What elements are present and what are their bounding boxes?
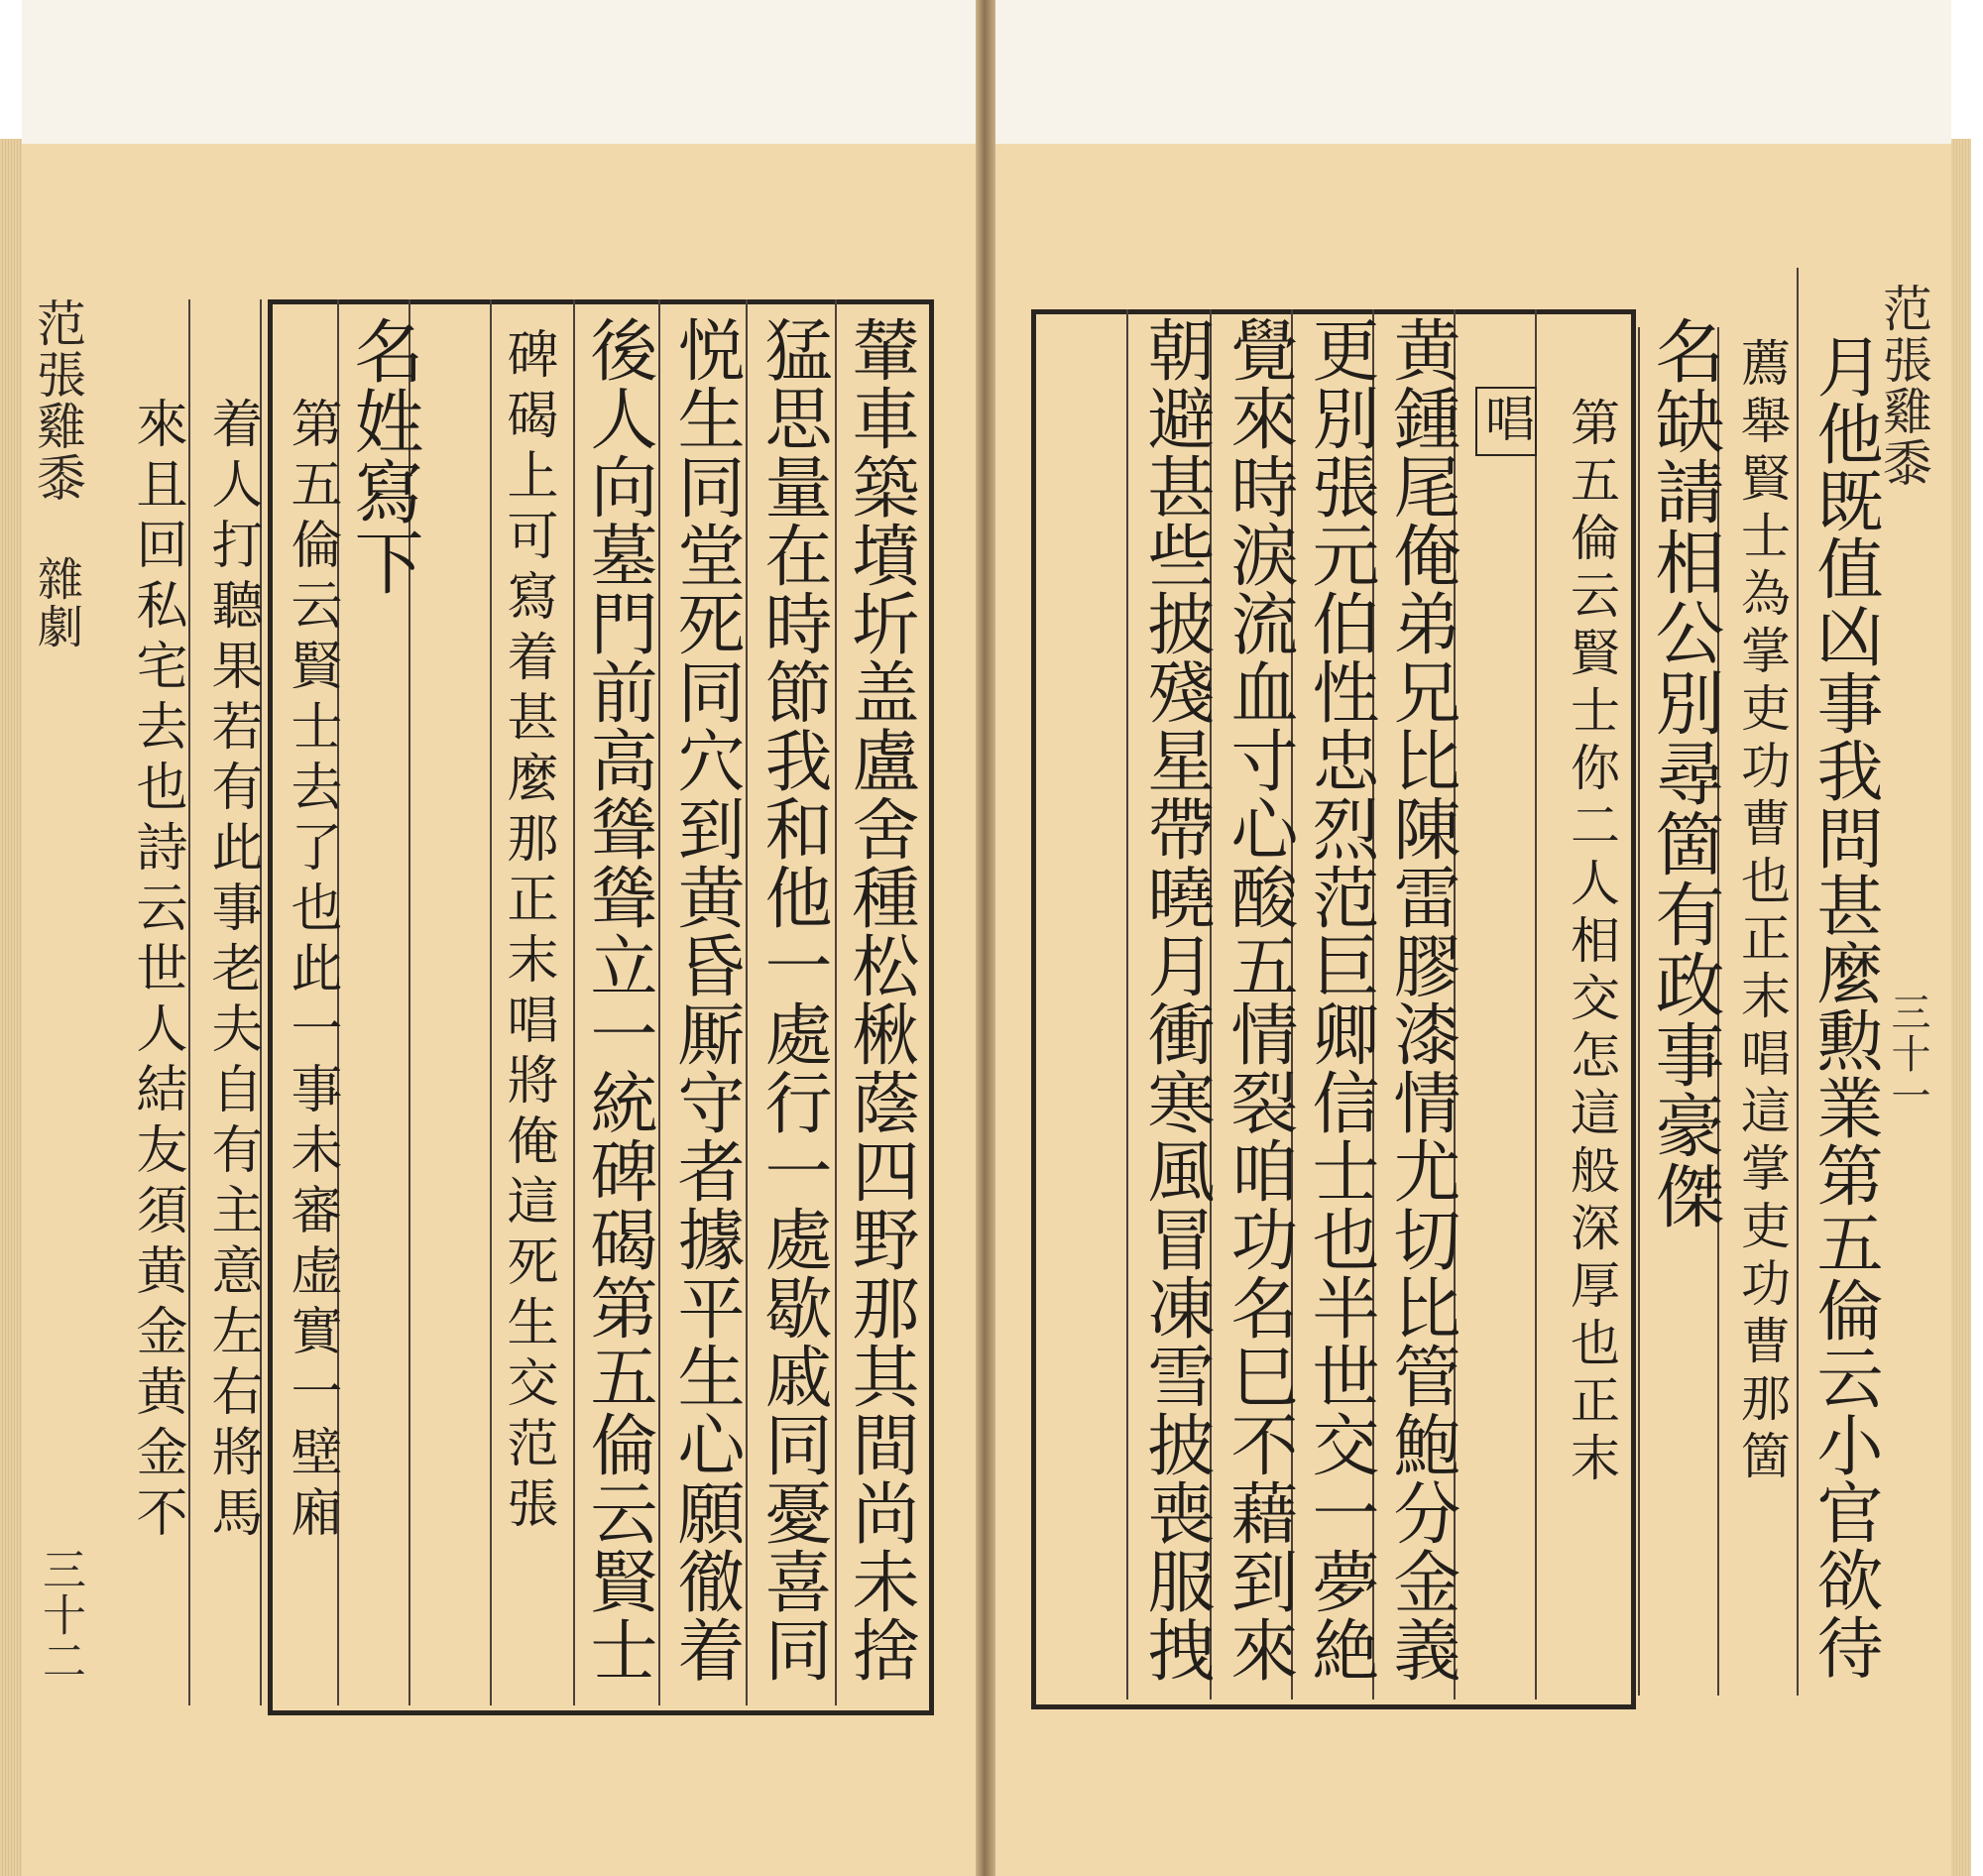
text-column: 來且回私宅去也詩云世人結友須黄金黄金不 [127, 397, 186, 1546]
text-column: 輦車築墳圻盖盧舍種松楸蔭四野那其間尚未捨 [841, 315, 919, 1684]
text-column: 後人向墓門前高聳聳立一統碑碣第五倫云賢士 [579, 315, 657, 1684]
text-column: 第五倫云賢士你二人相交怎這般深厚也正末 [1563, 397, 1620, 1489]
left-banxin-title: 范張雞黍 [29, 297, 86, 504]
text-column: 朝避甚些披殘星帶曉月衝寒風冒凍雪披喪服拽 [1136, 315, 1215, 1684]
text-column: 猛思量在時節我和他一處行一處歇戚同憂喜同 [754, 315, 832, 1684]
book-gutter [976, 0, 995, 1876]
text-column: 薦舉賢士為掌吏功曹也正末唱這掌吏功曹那箇 [1733, 337, 1791, 1487]
text-column: 名姓寫下 [343, 315, 424, 597]
column-rule [1638, 327, 1640, 1696]
right-banxin-folio: 三十一 [1885, 992, 1930, 1116]
text-column: 名缺請相公別尋箇有政事豪傑 [1644, 315, 1725, 1231]
text-column: 着人打聽果若有此事老夫自有主意左右將馬 [202, 397, 262, 1546]
column-rule [746, 299, 748, 1705]
text-column: 悦生同堂死同穴到黄昏厮守者據平生心願徹着 [666, 315, 745, 1684]
right-banxin-title: 范張雞黍 [1875, 283, 1932, 489]
column-rule [490, 299, 492, 1705]
left-banxin-folio: 三十二 [35, 1547, 85, 1684]
left-banxin-section: 雜劇 [31, 555, 84, 650]
text-column: 覺來時淚流血寸心酸五情裂咱功名巳不藉到來 [1220, 315, 1298, 1684]
column-rule [1797, 268, 1799, 1696]
text-column: 唱 [1475, 387, 1537, 456]
text-column: 黄鍾尾俺弟兄比陳雷膠漆情尤切比管鮑分金義 [1382, 315, 1460, 1684]
text-column: 碑碣上可寫着甚麼那正末唱將俺這死生交范張 [498, 327, 557, 1537]
text-column: 更別張元伯性忠烈范巨卿信士也半世交一夢絶 [1301, 315, 1379, 1684]
text-column: 第五倫云賢士去了也此一事未審虚實一壁廂 [282, 397, 341, 1546]
column-rule [658, 299, 660, 1705]
left-page-edges [0, 139, 22, 1876]
column-rule [573, 299, 575, 1705]
column-rule [1126, 309, 1128, 1700]
column-rule [1535, 309, 1537, 1700]
column-rule [188, 299, 190, 1705]
right-page-edges [1951, 139, 1971, 1876]
text-column: 月他既值凶事我問甚麼勲業第五倫云小官欲待 [1807, 332, 1884, 1681]
column-rule [835, 299, 837, 1705]
